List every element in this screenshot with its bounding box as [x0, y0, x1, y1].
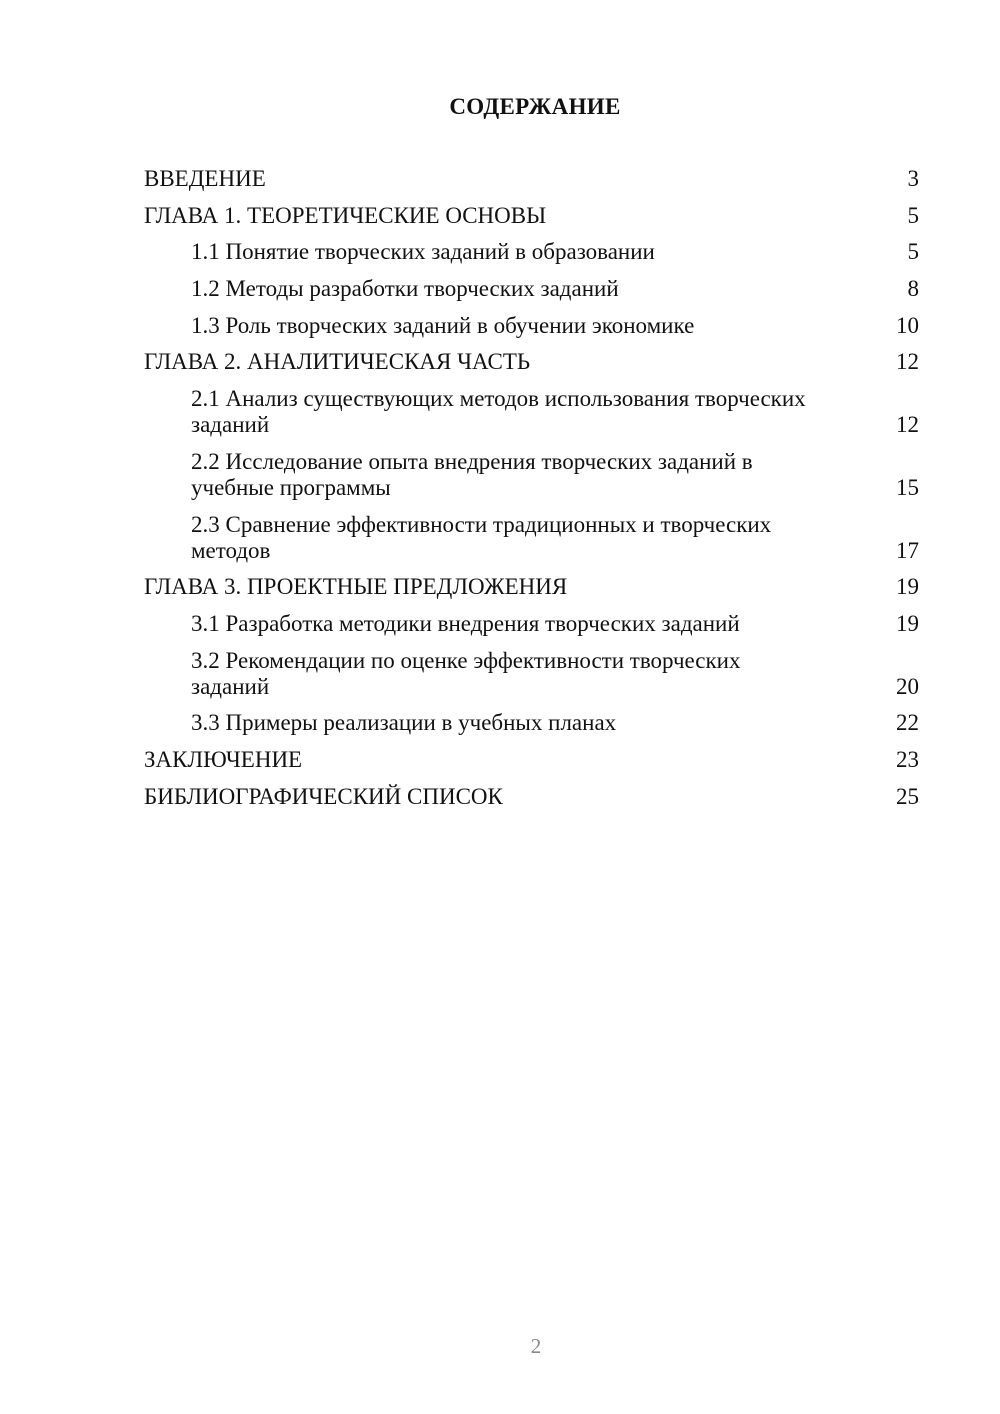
toc-entry-text: 2.1 Анализ существующих методов использования творческих заданий	[191, 386, 806, 438]
page-title: СОДЕРЖАНИЕ	[449, 94, 621, 119]
toc-entry-text: ГЛАВА 1. ТЕОРЕТИЧЕСКИЕ ОСНОВЫ	[144, 202, 547, 228]
toc-entry-page: 8	[907, 276, 919, 302]
toc-entry-text: 1.3 Роль творческих заданий в обучении экономике	[191, 312, 695, 338]
toc-entry-bibliography[interactable]	[144, 784, 919, 810]
toc-entry-text: 3.2 Рекомендации по оценке эффективности творческих заданий	[191, 647, 741, 699]
toc-entry-section-3-2[interactable]	[144, 648, 919, 700]
toc-entry-page: 3	[907, 166, 919, 191]
toc-entry-chapter-2[interactable]	[144, 349, 919, 375]
toc-entry-section-2-3[interactable]	[144, 512, 919, 564]
toc-entry-page: 17	[896, 537, 919, 563]
toc-entry-page: 12	[896, 412, 919, 438]
toc-entry-section-3-1[interactable]	[144, 611, 919, 637]
toc-entry-page: 12	[896, 349, 919, 375]
toc-entry-section-2-2[interactable]	[144, 449, 919, 501]
toc-entry-text: 1.1 Понятие творческих заданий в образовании	[191, 239, 655, 265]
toc-entry-page: 19	[896, 574, 919, 600]
toc-entry-page: 20	[896, 673, 919, 699]
toc-entry-text: 2.2 Исследование опыта внедрения творческих заданий в учебные программы	[191, 448, 753, 500]
toc-entry-text: ЗАКЛЮЧЕНИЕ	[144, 746, 303, 772]
toc-entry-page: 25	[896, 783, 919, 809]
toc-entry-page: 5	[907, 239, 919, 265]
toc-entry-section-1-1[interactable]	[144, 239, 919, 265]
toc-entry-section-1-3[interactable]	[144, 313, 919, 339]
toc-entry-section-1-2[interactable]	[144, 276, 919, 302]
toc-entry-text: ГЛАВА 3. ПРОЕКТНЫЕ ПРЕДЛОЖЕНИЯ	[144, 574, 568, 600]
toc-entry-conclusion[interactable]	[144, 747, 919, 773]
toc-entry-introduction[interactable]	[144, 166, 919, 192]
toc-entry-section-2-1[interactable]	[144, 386, 919, 438]
toc-entry-page: 22	[896, 710, 919, 736]
toc-entry-page: 5	[907, 202, 919, 228]
toc-entry-chapter-1[interactable]	[144, 203, 919, 229]
toc-entry-page: 23	[896, 746, 919, 772]
toc-entry-chapter-3[interactable]	[144, 574, 919, 600]
toc-entry-text: 3.3 Примеры реализации в учебных планах	[191, 710, 617, 736]
toc-entry-text: 1.2 Методы разработки творческих заданий	[191, 276, 619, 302]
toc-entry-page: 10	[896, 312, 919, 338]
toc-entry-section-3-3[interactable]	[144, 710, 919, 736]
toc-entry-text: 3.1 Разработка методики внедрения творческих заданий	[191, 610, 740, 636]
toc-entry-page: 19	[896, 610, 919, 636]
toc-entry-text: ГЛАВА 2. АНАЛИТИЧЕСКАЯ ЧАСТЬ	[144, 349, 531, 375]
toc-entry-text: 2.3 Сравнение эффективности традиционных и творческих методов	[191, 511, 772, 563]
table-of-contents	[144, 166, 919, 820]
page-number: 2	[530, 1334, 542, 1358]
toc-entry-text: ВВЕДЕНИЕ	[144, 166, 266, 191]
toc-entry-page: 15	[896, 474, 919, 500]
toc-entry-text: БИБЛИОГРАФИЧЕСКИЙ СПИСОК	[144, 783, 503, 809]
